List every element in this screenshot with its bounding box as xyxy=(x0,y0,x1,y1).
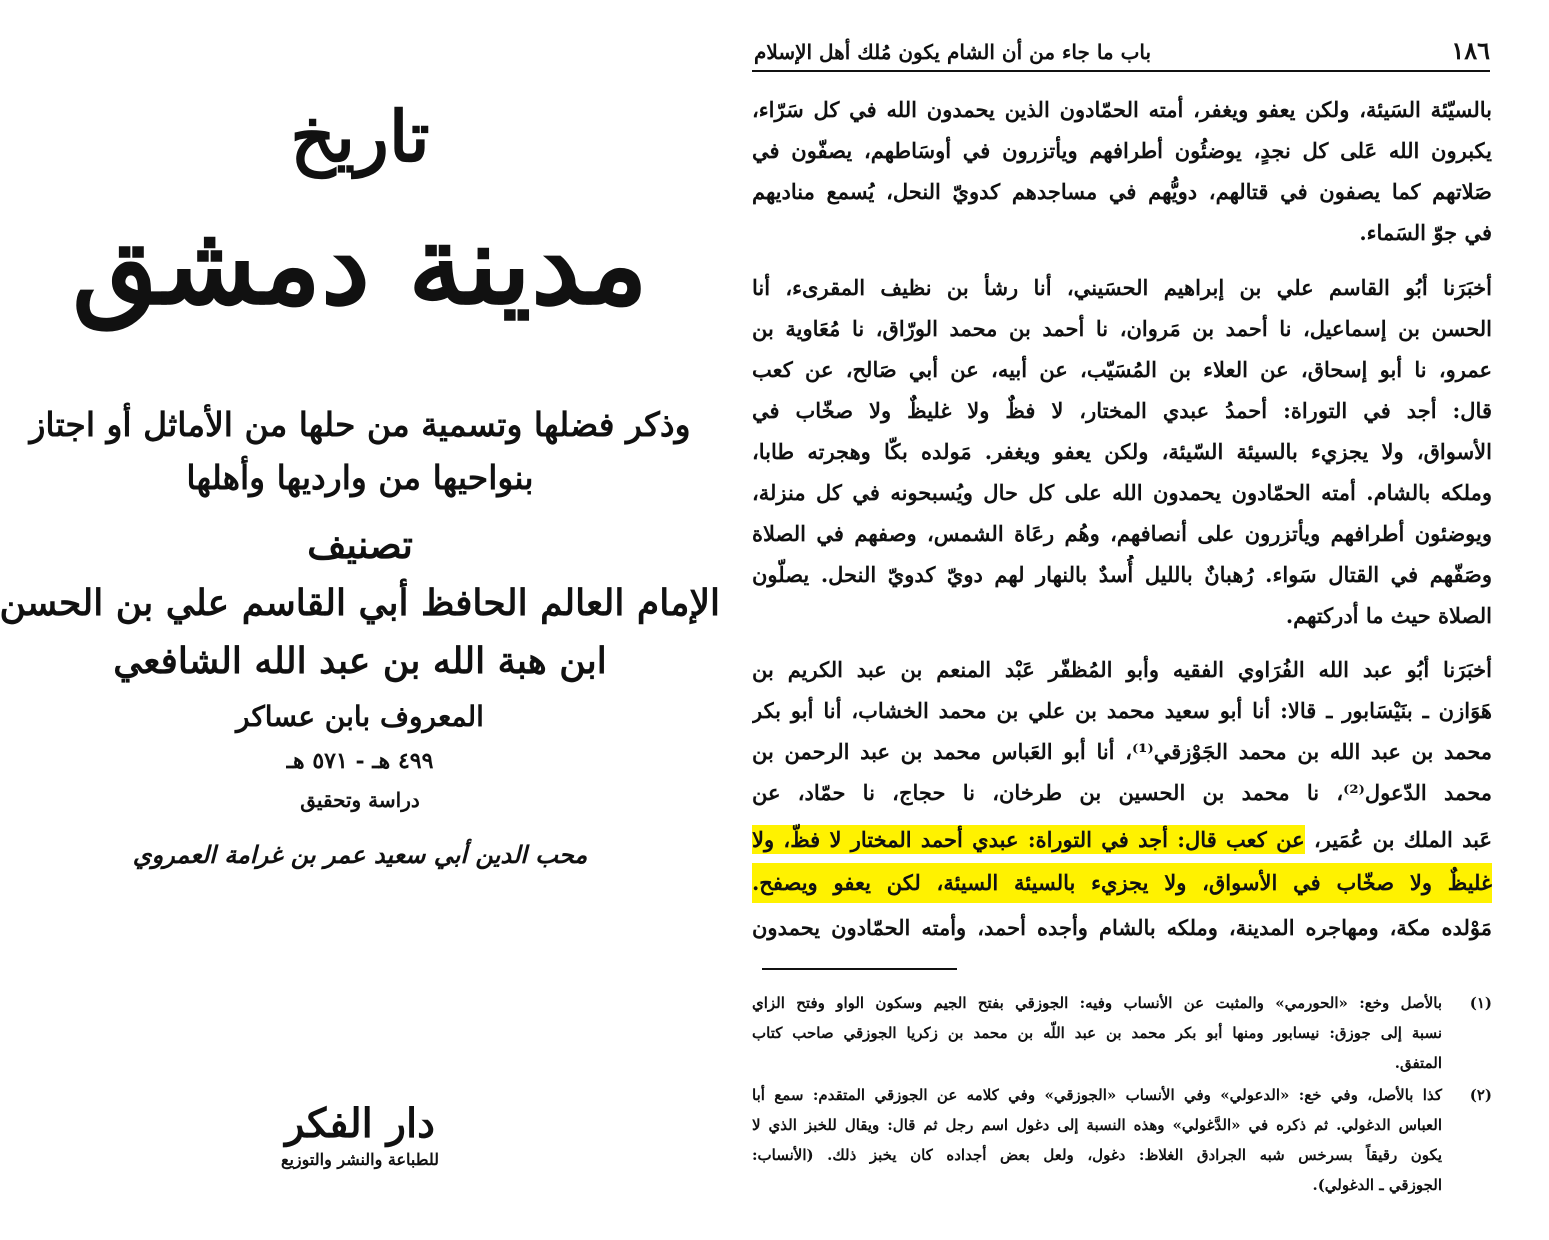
page-number: ١٨٦ xyxy=(1451,36,1490,65)
running-head xyxy=(752,36,1490,72)
book-title-line2: مدينة دمشق xyxy=(72,200,648,329)
body-line: محمد الدّعول⁽²⁾، نا محمد بن الحسين بن طرخان، نا حجاج، نا حمّاد، عن xyxy=(752,780,1492,805)
body-line: الأسواق، ولا يجزيء بالسيئة السّيئة، ولكن يعفو ويغفر. مَولده بكّا وهجرته طابا، xyxy=(752,439,1492,464)
footnote-text: الجوزقي ـ الدغولي). xyxy=(1312,1176,1442,1194)
author-dates: ٤٩٩ هـ - ٥٧١ هـ xyxy=(286,748,434,774)
body-line: يكبرون الله عَلى كل نجدٍ، يوضئُون أطرافهم ويأتزرون في أوسَاطهم، يصفّون في xyxy=(752,138,1492,163)
book-subtitle-line2: بنواحيها من وارديها وأهلها xyxy=(186,458,534,497)
footnote-text: بالأصل وخع: «الحورمي» والمثبت عن الأنساب وفيه: الجوزقي بفتح الجيم وسكون الواو وفتح الزاي xyxy=(752,994,1442,1012)
body-line: الصلاة حيث ما أدركتهم. xyxy=(1285,603,1492,628)
footnote-text: المتفق. xyxy=(1394,1054,1442,1072)
book-title-line1: تاريخ xyxy=(290,95,430,178)
body-line: وملكه بالشام. أمته الحمّادون يحمدون الله على كل حال ويُسبحونه في كل منزلة، xyxy=(752,480,1492,505)
body-line: أخبَرَنا أبُو القاسم علي بن إبراهيم الحسَيني، أنا رشأ بن نظيف المقرىء، أنا xyxy=(752,275,1492,300)
footnote-text: نسبة إلى جوزق: نيسابور ومنها أبو بكر محمد بن عبد اللّه بن محمد بن زكريا الجوزقي صاحب كتاب xyxy=(752,1024,1443,1042)
body-line-highlight-start xyxy=(752,820,1492,860)
author-known-as: المعروف بابن عساكر xyxy=(236,700,484,733)
body-line: الحسن بن إسماعيل، نا أحمد بن مَروان، نا أحمد بن محمد الورّاق، نا مُعَاوية بن xyxy=(752,316,1492,341)
body-line: قال: أجد في التوراة: أحمدُ عبدي المختار، لا فظٌ ولا غليظٌ ولا صخّاب في xyxy=(752,398,1492,423)
body-line: ويوضئون أطرافهم ويأتزرون على أنصافهم، وهُم رعَاة الشمس، وصفهم في الصلاة xyxy=(752,521,1492,546)
footnote-line xyxy=(752,1018,1492,1048)
text-page xyxy=(752,0,1542,1240)
footnote-line xyxy=(752,1140,1492,1170)
study-label: دراسة وتحقيق xyxy=(300,788,420,812)
footnote-line xyxy=(752,988,1492,1018)
footnote-rule xyxy=(762,968,957,970)
body-text: عَبد الملك بن عُمَير، xyxy=(1313,827,1492,852)
footnote-text: العباس الدغولي. ثم ذكره في «الدَّغولي» وهذه النسبة إلى دغول اسم رجل ثم قال: ويقال للخبز الذي لا xyxy=(752,1116,1442,1134)
highlighted-text: غليظٌ ولا صخّاب في الأسواق، ولا يجزيء بالسيئة السيئة، لكن يعفو ويصفح. xyxy=(752,863,1492,903)
highlighted-text: عن كعب قال: أجد في التوراة: عبدي أحمد المختار لا فظّ، ولا xyxy=(752,827,1305,852)
tasnif-label: تصنيف xyxy=(307,522,413,567)
body-line: مَوْلده مكة، ومهاجره المدينة، وملكه بالشام وأجده أحمد، وأمته الحمّادون يحمدون xyxy=(752,915,1492,940)
footnote-text: كذا بالأصل، وفي خع: «الدعولي» وفي الأنساب «الجوزقي» وفي كلامه عن الجوزقي المتقدم: سمع أبا xyxy=(752,1086,1442,1104)
body-line: وصَفّهم في القتال سَواء. رُهبانٌ بالليل أُسدٌ بالنهار لهم دويّ كدويّ النحل. يصلّون xyxy=(752,562,1492,587)
footnote-text: يكون رقيقاً بسرخس شبه الجرادق الغلاظ: دغول، ولعل بعض أجداده كان يخبز ذلك. (الأنساب: xyxy=(752,1146,1442,1164)
publisher-subtitle: للطباعة والنشر والتوزيع xyxy=(280,1150,440,1169)
chapter-title: باب ما جاء من أن الشام يكون مُلك أهل الإسلام xyxy=(754,40,1152,64)
footnote-number: (٢) xyxy=(1469,1086,1492,1104)
footnote-line xyxy=(752,1048,1492,1078)
footnote-line xyxy=(752,1080,1492,1110)
publisher-logo: دار الفكر xyxy=(285,1100,435,1147)
body-line: هَوَازن ـ بنَيْسَابور ـ قالا: أنا أبو سعيد محمد بن علي بن محمد الخشاب، أنا أبو بكر xyxy=(752,698,1492,723)
body-line: صَلاتهم كما يصفون في قتالهم، دويُّهم في مساجدهم كدويّ النحل، يُسمع مناديهم xyxy=(752,179,1492,204)
body-line: في جوّ السَماء. xyxy=(1359,220,1492,245)
title-page xyxy=(0,0,740,1240)
body-line: محمد بن عبد الله بن محمد الجَوْزقي⁽¹⁾، أنا أبو العَباس محمد بن عبد الرحمن بن xyxy=(752,739,1492,764)
book-subtitle-line1: وذكر فضلها وتسمية من حلها من الأماثل أو اجتاز xyxy=(29,405,691,444)
footnote-line xyxy=(752,1170,1492,1200)
author-line1: الإمام العالم الحافظ أبي القاسم علي بن الحسن xyxy=(0,582,720,624)
body-line: بالسيّئة السَيئة، ولكن يعفو ويغفر، أمته الحمّادون الذين يحمدون الله في كل سَرّاء، xyxy=(752,97,1492,122)
editor-name: محب الدين أبي سعيد عمر بن غرامة العمروي xyxy=(132,840,588,869)
body-line: عمرو، نا أبو إسحاق، عن العلاء بن المُسَيّب، عن أبيه، عن أبي صَالح، عن كعب xyxy=(752,357,1492,382)
footnote-number: (١) xyxy=(1469,994,1492,1012)
body-line: أخبَرَنا أبُو عبد الله الفُرَاوي الفقيه وأبو المُظفّر عَبْد المنعم بن عبد الكريم بن xyxy=(752,657,1492,682)
author-line2: ابن هبة الله بن عبد الله الشافعي xyxy=(113,640,607,682)
footnote-line xyxy=(752,1110,1492,1140)
